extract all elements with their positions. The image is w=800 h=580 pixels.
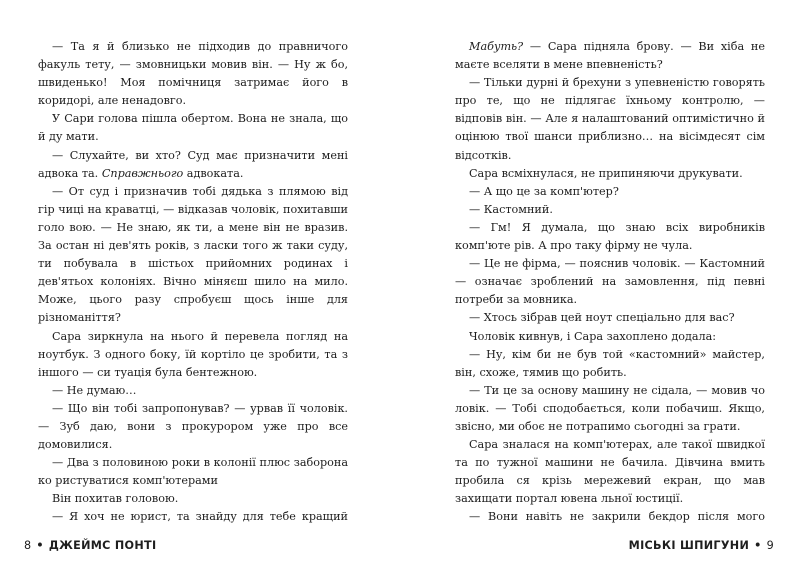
text-line: тету, — змовницьки мовив він. — Ну ж бо, швиденько! — [38, 58, 348, 90]
paragraph — [38, 454, 348, 490]
text-line: — Ти це за основу машину не сідала, — мовив чо — [469, 383, 765, 397]
paragraph — [38, 147, 348, 183]
paragraph — [38, 490, 348, 508]
italic-word: Мабуть? — [469, 40, 524, 53]
paragraph — [38, 382, 348, 400]
text-line: — Слухайте, ви хто? Суд має призначити мені адвока — [38, 148, 348, 180]
left-page-footer — [24, 539, 156, 552]
paragraph — [38, 183, 348, 328]
text-line: Але я налаштований оптимістично й оцінюю твої шанси — [455, 112, 765, 144]
paragraph — [455, 38, 765, 74]
paragraph — [455, 201, 765, 219]
text-line: Сара всміхнулася, не припиняючи друкувати. — [469, 166, 743, 180]
text-line: інше для різноманіття? — [38, 293, 348, 325]
text-line: — Тільки дурні й брехуни з упевненістю говорять про — [455, 76, 765, 108]
paragraph — [38, 508, 348, 528]
paragraph — [455, 436, 765, 508]
text-line: адвоката. — [186, 166, 244, 180]
text-line: вселяти в мене впевненість? — [493, 58, 663, 72]
page-number: 8 — [24, 539, 32, 552]
paragraph — [38, 110, 348, 146]
text-line: З одного боку, їй кортіло це зробити, та з іншого — си — [38, 347, 348, 379]
text-line: Зуб даю, вони з прокурором уже про все домовилися. — [38, 419, 348, 452]
text-line: — Що він тобі запропонував? — урвав її чоловік. — — [38, 401, 348, 433]
paragraph — [38, 38, 348, 110]
paragraph — [455, 255, 765, 309]
left-page-body — [38, 38, 348, 528]
author-running-head: ДЖЕЙМС ПОНТІ — [48, 539, 157, 552]
text-line: — Два з половиною роки в колонії плюс заборона ко — [38, 456, 348, 488]
paragraph — [455, 219, 765, 255]
text-line: мовника. — [523, 293, 578, 307]
paragraph — [455, 309, 765, 327]
text-line: міняєш шило на мило. Може, цього разу спробуєш щось — [38, 275, 348, 307]
text-line: — Це не фірма, — пояснив чоловік. — Кастомний — — [455, 257, 765, 289]
text-line: ні дев'ять років, з ласки того ж таки суду, ти побувала — [38, 239, 348, 271]
book-title-running-head: МІСЬКІ ШПИГУНИ — [628, 539, 750, 552]
paragraph — [455, 328, 765, 346]
text-line: тужної машини не бачила. Дівчина вмить пробила — [455, 456, 765, 488]
text-line: ловік. — Тобі сподобається, коли побачиш. Якщо, звісно, — [455, 401, 765, 433]
text-line: — А що це за комп'ютер? — [469, 184, 619, 198]
paragraph — [455, 346, 765, 382]
bullet-separator: • — [36, 539, 44, 552]
text-line: — Не думаю… — [52, 383, 137, 397]
text-line: — Кастомний. — [469, 202, 553, 216]
text-line: означає зроблений на замовлення, під певні потреби за — [455, 275, 765, 307]
text-line: — Вони навіть не закрили бекдор після мого — [469, 510, 765, 524]
right-page-footer — [629, 539, 774, 552]
text-line: туація була бентежною. — [114, 365, 258, 379]
text-line: — Ну, кім би не був той «кастомний» майстер, він, — [455, 347, 765, 379]
paragraph — [455, 382, 765, 436]
text-line: в шістьох прийомних родинах і дев'ятьох колоніях. Вічно — [38, 257, 348, 289]
text-line: льної юстиції. — [601, 492, 684, 506]
paragraph — [455, 508, 765, 528]
paragraph — [455, 183, 765, 201]
text-line: Чоловік кивнув, і Сара захоплено додала: — [469, 329, 717, 343]
text-line: — Хтось зібрав цей ноут спеціально для вас? — [469, 311, 735, 325]
text-line: схоже, тямив що робить. — [479, 365, 627, 379]
text-line: — От суд і призначив тобі дядька з плямою від гір — [38, 184, 348, 216]
text-line: те, що не підлягає їхньому контролю, — відповів він. — — [455, 94, 765, 126]
paragraph — [455, 165, 765, 183]
bullet-separator: • — [754, 539, 762, 552]
text-line: Моя помічниця затримає його в коридорі, але ненадовго. — [38, 76, 348, 108]
text-line: Сара зиркнула на нього й перевела погляд на ноутбук. — [38, 329, 348, 361]
paragraph — [38, 328, 348, 382]
text-line: ся крізь мережевий екран, що мав захищати портал ювена — [455, 474, 765, 506]
text-line: рів. А про таку фірму не чула. — [514, 239, 693, 253]
paragraph — [38, 400, 348, 454]
text-line: чиці на краватці, — відказав чоловік, похитавши голо — [38, 202, 348, 234]
text-line: — Гм! Я думала, що знаю всіх виробників комп'юте — [455, 220, 765, 253]
text-line: приблизно… на вісімдесят сім відсотків. — [455, 130, 765, 162]
text-line: ристуватися комп'ютерами — [55, 474, 218, 488]
text-line: — Сара підняла брову. — Ви хіба не маєте — [455, 40, 765, 72]
page-number: 9 — [766, 539, 774, 552]
paragraph — [455, 74, 765, 164]
italic-word: Справжнього — [101, 166, 184, 180]
text-line: мати. — [66, 130, 99, 144]
text-line: вою. — Не знаю, як ти, а мене він не вразив. За остан — [38, 220, 348, 253]
text-line: ми обоє не потрапимо сьогодні за грати. — [498, 419, 741, 433]
text-line: Він похитав головою. — [52, 492, 179, 506]
text-line: — Та я й близько не підходив до правничого факуль — [38, 40, 348, 72]
text-line: У Сари голова пішла обертом. Вона не знала, що й ду — [38, 112, 348, 144]
text-line: та. — [81, 166, 99, 180]
text-line: — Я хоч не юрист, та знайду для тебе кращий — [52, 510, 348, 524]
text-line: Сара зналася на комп'ютерах, але такої швидкої та по — [455, 438, 765, 470]
right-page-body — [455, 38, 765, 528]
